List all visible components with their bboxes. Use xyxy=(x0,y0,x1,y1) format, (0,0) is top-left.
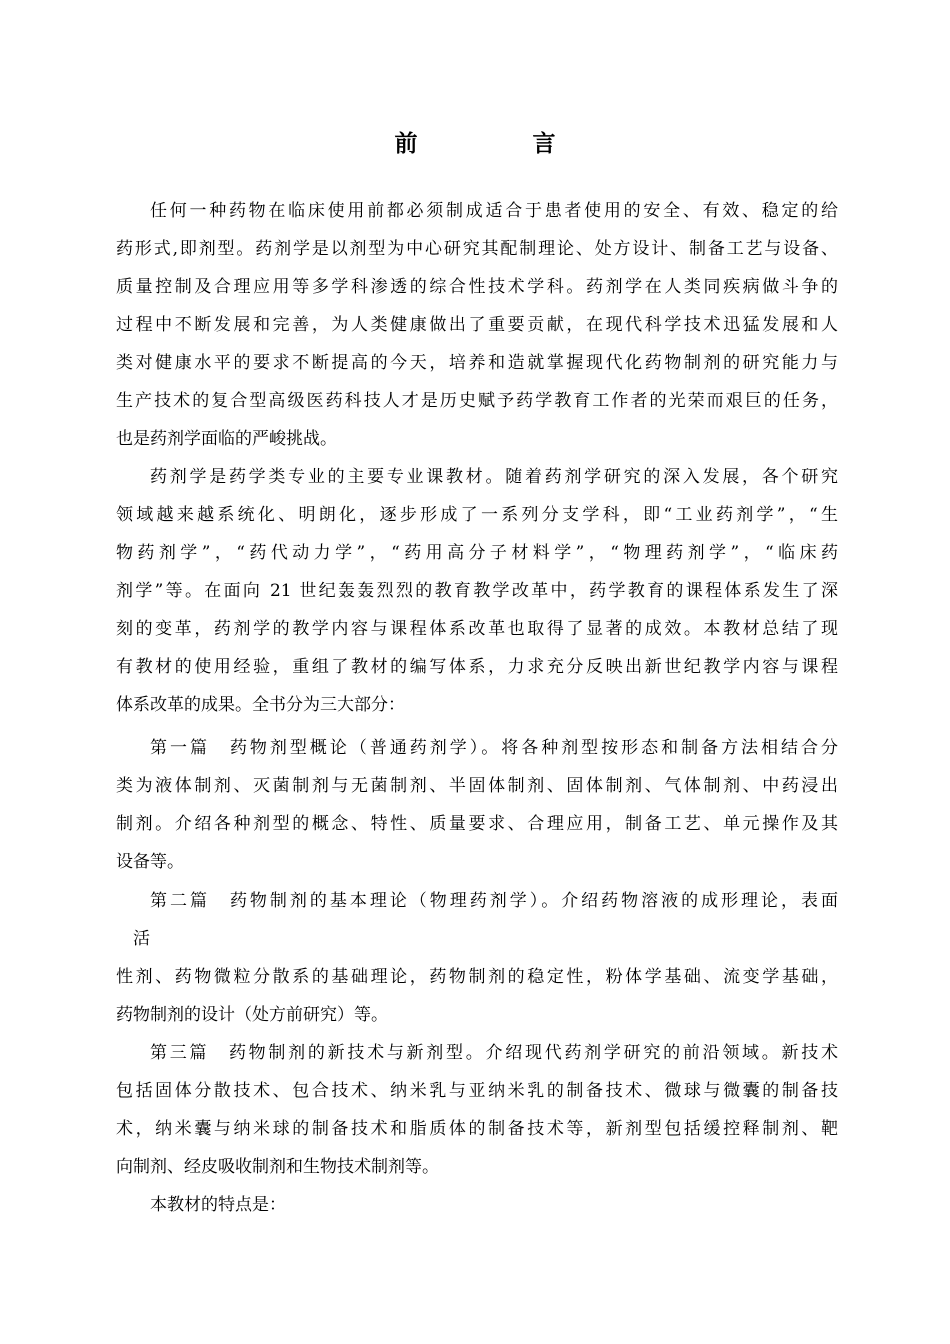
text-line: 类为液体制剂、灭菌制剂与无菌制剂、半固体制剂、固体制剂、气体制剂、中药浸出 xyxy=(116,776,838,796)
text-line: 本教材的特点是： xyxy=(150,1195,286,1215)
text-line: 第二篇 药物制剂的基本理论（物理药剂学）。介绍药物溶液的成形理论，表面 xyxy=(150,891,838,911)
page-title: 前 言 xyxy=(394,131,602,157)
text-line: 类对健康水平的要求不断提高的今天，培养和造就掌握现代化药物制剂的研究能力与 xyxy=(116,353,838,373)
text-line: 过程中不断发展和完善，为人类健康做出了重要贡献，在现代科学技术迅猛发展和人 xyxy=(116,315,838,335)
text-line: 药形式,即剂型。药剂学是以剂型为中心研究其配制理论、处方设计、制备工艺与设备、 xyxy=(116,239,838,259)
text-line: 制剂。介绍各种剂型的概念、特性、质量要求、合理应用，制备工艺、单元操作及其 xyxy=(116,814,838,834)
text-line: 药剂学是药学类专业的主要专业课教材。随着药剂学研究的深入发展，各个研究 xyxy=(150,467,838,487)
text-line: 活 xyxy=(133,929,150,949)
text-line: 性剂、药物微粒分散系的基础理论，药物制剂的稳定性，粉体学基础、流变学基础， xyxy=(116,967,838,987)
text-line: 物药剂学”，“药代动力学”，“药用高分子材料学”，“物理药剂学”，“临床药 xyxy=(116,543,838,563)
text-line: 包括固体分散技术、包合技术、纳米乳与亚纳米乳的制备技术、微球与微囊的制备技 xyxy=(116,1081,838,1101)
text-line: 有教材的使用经验，重组了教材的编写体系，力求充分反映出新世纪教学内容与课程 xyxy=(116,657,838,677)
text-line: 药物制剂的设计（处方前研究）等。 xyxy=(116,1005,388,1025)
text-line: 任何一种药物在临床使用前都必须制成适合于患者使用的安全、有效、稳定的给 xyxy=(150,201,838,221)
text-line: 领域越来越系统化、明朗化，逐步形成了一系列分支学科，即“工业药剂学”，“生 xyxy=(116,505,838,525)
text-line: 也是药剂学面临的严峻挑战。 xyxy=(116,429,337,449)
text-line: 第一篇 药物剂型概论（普通药剂学）。将各种剂型按形态和制备方法相结合分 xyxy=(150,738,838,758)
text-line: 生产技术的复合型高级医药科技人才是历史赋予药学教育工作者的光荣而艰巨的任务， xyxy=(116,391,838,411)
text-line: 第三篇 药物制剂的新技术与新剂型。介绍现代药剂学研究的前沿领域。新技术 xyxy=(150,1043,838,1063)
text-line: 术，纳米囊与纳米球的制备技术和脂质体的制备技术等，新剂型包括缓控释制剂、靶 xyxy=(116,1119,838,1139)
text-line: 体系改革的成果。全书分为三大部分： xyxy=(116,695,405,715)
text-line: 向制剂、经皮吸收制剂和生物技术制剂等。 xyxy=(116,1157,439,1177)
text-line: 剂学”等。在面向 21 世纪轰轰烈烈的教育教学改革中，药学教育的课程体系发生了深 xyxy=(116,581,838,601)
text-line: 质量控制及合理应用等多学科渗透的综合性技术学科。药剂学在人类同疾病做斗争的 xyxy=(116,277,838,297)
text-line: 设备等。 xyxy=(116,852,184,872)
text-line: 刻的变革，药剂学的教学内容与课程体系改革也取得了显著的成效。本教材总结了现 xyxy=(116,619,838,639)
